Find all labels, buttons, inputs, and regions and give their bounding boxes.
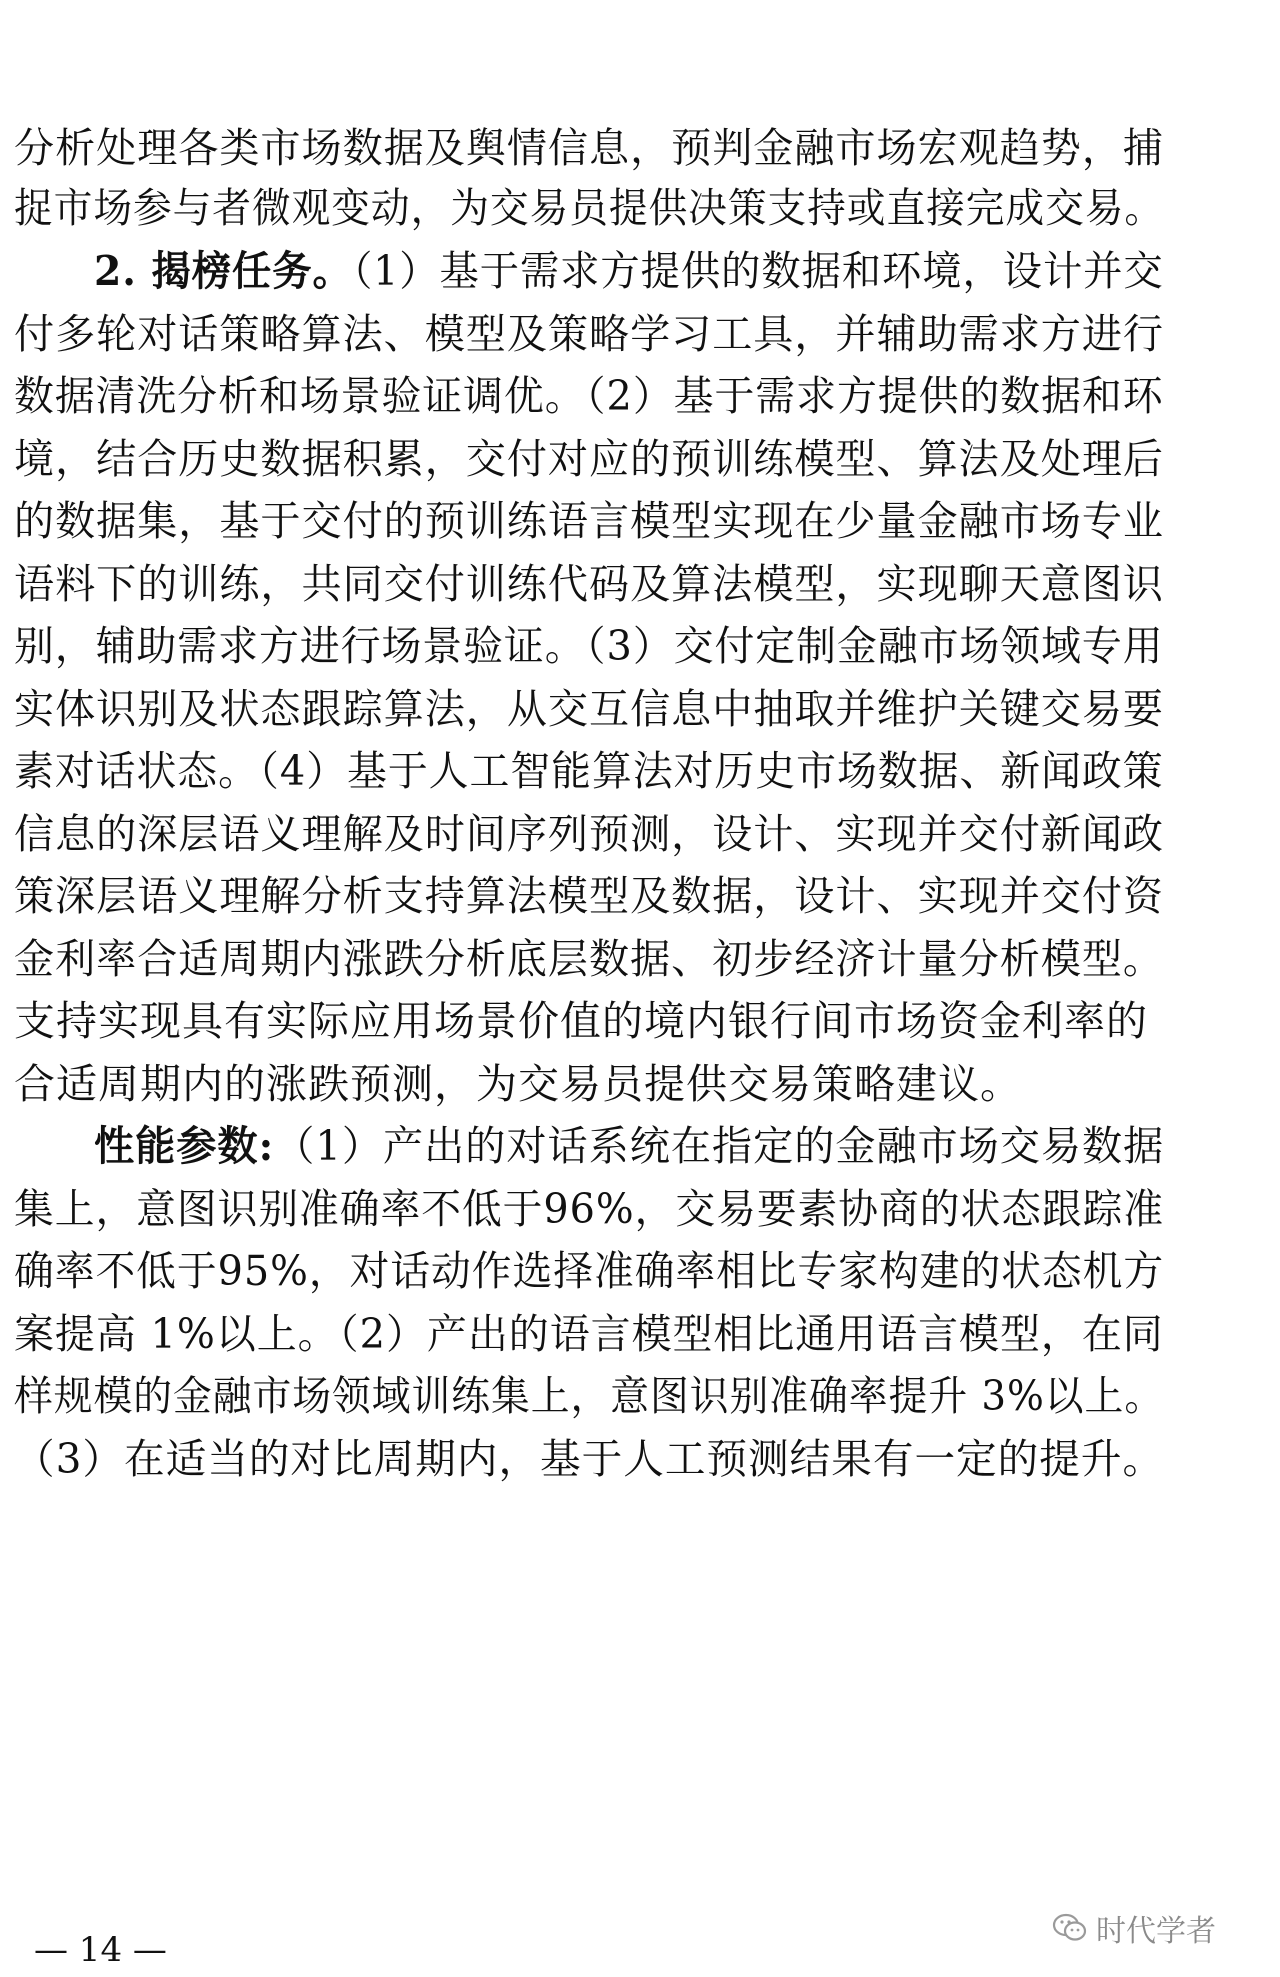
text-line: 案提高 1%以上。（2）产出的语言模型相比通用语言模型，在同 [14, 1310, 1164, 1358]
text-line: 捉市场参与者微观变动，为交易员提供决策支持或直接完成交易。 [14, 184, 1165, 232]
wechat-icon [1052, 1912, 1088, 1944]
text-line: 确率不低于95%，对话动作选择准确率相比专家构建的状态机方 [14, 1247, 1165, 1295]
text-line: 境，结合历史数据积累，交付对应的预训练模型、算法及处理后 [14, 435, 1165, 483]
text-line: 分析处理各类市场数据及舆情信息，预判金融市场宏观趋势，捕 [14, 124, 1165, 172]
text-line: 实体识别及状态跟踪算法，从交互信息中抽取并维护关键交易要 [14, 685, 1165, 733]
text-line: 数据清洗分析和场景验证调优。（2）基于需求方提供的数据和环 [14, 372, 1164, 420]
text-line: 语料下的训练，共同交付训练代码及算法模型，实现聊天意图识 [14, 560, 1165, 608]
text-line: 集上，意图识别准确率不低于96%，交易要素协商的状态跟踪准 [14, 1185, 1165, 1233]
section-heading-line: 性能参数:（1）产出的对话系统在指定的金融市场交易数据 [94, 1122, 1165, 1170]
text-line: 策深层语义理解分析支持算法模型及数据，设计、实现并交付资 [14, 872, 1165, 920]
text-line: 支持实现具有实际应用场景价值的境内银行间市场资金利率的 [14, 997, 1148, 1045]
text-line: 付多轮对话策略算法、模型及策略学习工具，并辅助需求方进行 [14, 310, 1165, 358]
section-heading-line: 2. 揭榜任务。（1）基于需求方提供的数据和环境，设计并交 [94, 247, 1164, 295]
text-line: 素对话状态。（4）基于人工智能算法对历史市场数据、新闻政策 [14, 747, 1164, 795]
text-line: 样规模的金融市场领域训练集上，意图识别准确率提升 3%以上。 [14, 1372, 1165, 1420]
text-line: （3）在适当的对比周期内，基于人工预测结果有一定的提升。 [14, 1435, 1165, 1483]
watermark-text: 时代学者 [1096, 1914, 1216, 1949]
section-heading: 性能参数: [94, 1122, 275, 1170]
text-line: 合适周期内的涨跌预测，为交易员提供交易策略建议。 [14, 1060, 1022, 1108]
text-line: 信息的深层语义理解及时间序列预测，设计、实现并交付新闻政 [14, 810, 1165, 858]
text-line: 的数据集，基于交付的预训练语言模型实现在少量金融市场专业 [14, 497, 1165, 545]
text-line: 金利率合适周期内涨跌分析底层数据、初步经济计量分析模型。 [14, 935, 1165, 983]
section-heading: 2. 揭榜任务。 [94, 247, 353, 295]
text-line: 别，辅助需求方进行场景验证。（3）交付定制金融市场领域专用 [14, 622, 1164, 670]
page-number: — 14 — [34, 1930, 167, 1970]
watermark [1052, 1906, 1216, 1950]
